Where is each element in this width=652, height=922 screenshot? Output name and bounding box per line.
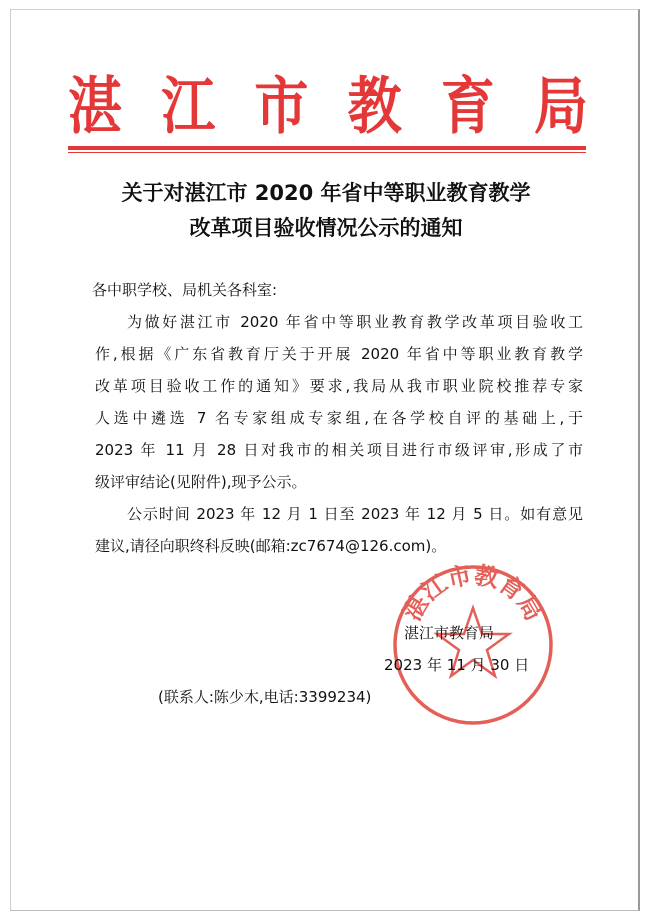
svg-text:湛江市教育局	[398, 561, 548, 626]
masthead-char: 市	[254, 68, 309, 142]
masthead-char: 江	[161, 68, 216, 142]
signature-org: 湛江市教育局	[404, 624, 495, 642]
seal-text: 湛江市教育局	[398, 560, 548, 626]
masthead-char: 湛	[68, 68, 122, 142]
paragraph1-line: 人选中遴选 7 名专家组成专家组,在各学校自评的基础上,于	[95, 409, 583, 427]
paragraph1-line: 级评审结论(见附件),现予公示。	[95, 473, 307, 491]
red-rule-thin	[68, 152, 586, 153]
signature-date: 2023 年 11 月 30 日	[384, 656, 530, 674]
salutation: 各中职学校、局机关各科室:	[92, 281, 278, 299]
contact-info: (联系人:陈少木,电话:3399234)	[158, 688, 372, 706]
masthead-char: 育	[440, 68, 495, 142]
document-title-line-1: 关于对湛江市 2020 年省中等职业教育教学	[121, 181, 531, 205]
paragraph2-line: 建议,请径向职终科反映(邮箱:zc7674@126.com)。	[95, 537, 447, 555]
masthead-char: 教	[347, 68, 402, 142]
masthead-char: 局	[533, 68, 588, 142]
red-rule-thick	[68, 146, 586, 150]
paragraph1-line: 作,根据《广东省教育厅关于开展 2020 年省中等职业教育教学	[95, 345, 583, 363]
paragraph1-line: 2023 年 11 月 28 日对我市的相关项目进行市级评审,形成了市	[95, 441, 583, 459]
paragraph1-line: 为做好湛江市 2020 年省中等职业教育教学改革项目验收工	[127, 313, 583, 331]
document-title-line-2: 改革项目验收情况公示的通知	[189, 216, 463, 240]
paragraph2-line: 公示时间 2023 年 12 月 1 日至 2023 年 12 月 5 日。如有意见	[127, 505, 583, 523]
paragraph1-line: 改革项目验收工作的通知》要求,我局从我市职业院校推荐专家	[95, 377, 583, 395]
official-seal-stamp	[388, 560, 558, 730]
masthead	[68, 66, 588, 142]
